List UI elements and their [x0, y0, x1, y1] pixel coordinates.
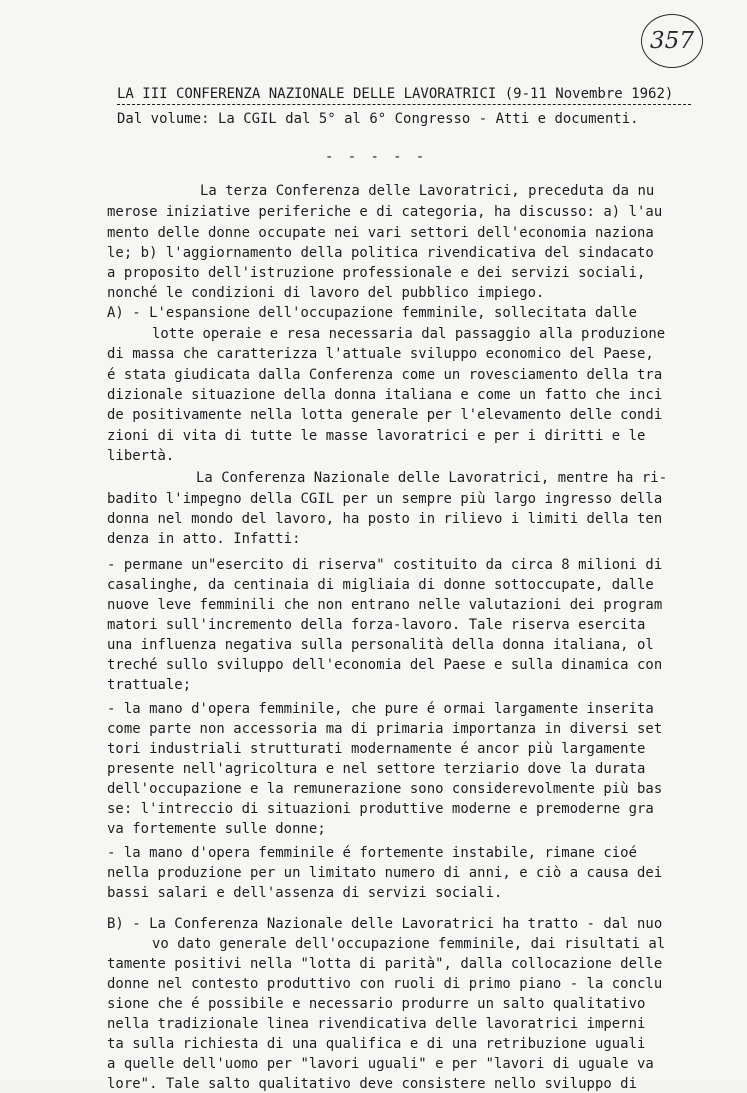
- text-line: trattuale;: [107, 677, 192, 693]
- text-line: ta sulla richiesta di una qualifica e di una retribuzione uguali: [107, 1036, 646, 1052]
- text-line: matori sull'incremento della forza-lavoro. Tale riserva esercita: [107, 617, 646, 633]
- text-line: tori industriali strutturati modernamente é ancor più largamente: [107, 741, 646, 757]
- text-line: La Conferenza Nazionale delle Lavoratrici, mentre ha ri-: [196, 470, 668, 486]
- text-line: a proposito dell'istruzione professionale e dei servizi sociali,: [107, 265, 646, 281]
- text-line: una influenza negativa sulla personalità della donna italiana, ol: [107, 637, 654, 653]
- text-line: nonché le condizioni di lavoro del pubblico impiego.: [107, 285, 545, 301]
- document-title: LA III CONFERENZA NAZIONALE DELLE LAVORATRICI (9-11 Novembre 1962): [117, 85, 691, 105]
- text-line: di massa che caratterizza l'attuale sviluppo economico del Paese,: [107, 346, 654, 362]
- text-line: casalinghe, da centinaia di migliaia di donne sottoccupate, dalle: [107, 577, 654, 593]
- section-a-heading: A) - L'espansione dell'occupazione femminile, sollecitata dalle: [107, 305, 638, 321]
- bullet-line: - permane un"esercito di riserva" costituito da circa 8 milioni di: [107, 557, 663, 573]
- text-line: dizionale situazione della donna italiana e come un fatto che inci: [107, 387, 663, 403]
- text-line: de positivamente nella lotta generale per l'elevamento delle condi: [107, 407, 663, 423]
- section-separator: - - - - -: [325, 149, 428, 165]
- text-line: lore". Tale salto qualitativo deve consistere nello sviluppo di: [107, 1076, 638, 1092]
- text-line: tamente positivi nella "lotta di parità", dalla collocazione delle: [107, 956, 663, 972]
- page-number-stamp: 357: [641, 14, 703, 68]
- text-line: treché sullo sviluppo dell'economia del Paese e sulla dinamica con: [107, 657, 663, 673]
- text-line: nella produzione per un limitato numero di anni, e ciò a causa dei: [107, 865, 663, 881]
- text-line: le; b) l'aggiornamento della politica rivendicativa del sindacato: [107, 245, 654, 261]
- text-line: va fortemente sulle donne;: [107, 821, 326, 837]
- text-line: merose iniziative periferiche e di categoria, ha discusso: a) l'au: [107, 204, 663, 220]
- text-line: é stata giudicata dalla Conferenza come un rovesciamento della tra: [107, 367, 663, 383]
- text-line: donne nel contesto produttivo con ruoli di primo piano - la conclu: [107, 976, 663, 992]
- text-line: dell'occupazione e la remunerazione sono considerevolmente più bas: [107, 781, 663, 797]
- text-line: se: l'intreccio di situazioni produttive moderne e premoderne gra: [107, 801, 654, 817]
- text-line: a quelle dell'uomo per "lavori uguali" e per "lavori di uguale va: [107, 1056, 654, 1072]
- text-line: lotte operaie e resa necessaria dal passaggio alla produzione: [152, 326, 666, 342]
- text-line: donna nel mondo del lavoro, ha posto in rilievo i limiti della ten: [107, 511, 663, 527]
- document-subtitle: Dal volume: La CGIL dal 5° al 6° Congresso - Atti e documenti.: [117, 111, 639, 127]
- text-line: nuove leve femminili che non entrano nelle valutazioni dei program: [107, 597, 663, 613]
- text-line: La terza Conferenza delle Lavoratrici, preceduta da nu: [200, 183, 655, 199]
- text-line: libertà.: [107, 448, 175, 464]
- text-line: mento delle donne occupate nei vari settori dell'economia naziona: [107, 225, 654, 241]
- bullet-line: - la mano d'opera femminile é fortemente instabile, rimane cioé: [107, 845, 638, 861]
- section-b-heading: B) - La Conferenza Nazionale delle Lavoratrici ha tratto - dal nuo: [107, 916, 663, 932]
- text-line: presente nell'agricoltura e nel settore terziario dove la durata: [107, 761, 646, 777]
- text-line: badito l'impegno della CGIL per un sempre più largo ingresso della: [107, 491, 663, 507]
- bullet-line: - la mano d'opera femminile, che pure é ormai largamente inserita: [107, 701, 654, 717]
- text-line: vo dato generale dell'occupazione femminile, dai risultati al: [152, 936, 666, 952]
- text-line: nella tradizionale linea rivendicativa delle lavoratrici imperni: [107, 1016, 646, 1032]
- text-line: sione che é possibile e necessario produrre un salto qualitativo: [107, 996, 646, 1012]
- text-line: bassi salari e dell'assenza di servizi sociali.: [107, 885, 503, 901]
- text-line: zioni di vita di tutte le masse lavoratrici e per i diritti e le: [107, 428, 646, 444]
- text-line: denza in atto. Infatti:: [107, 531, 301, 547]
- text-line: come parte non accessoria ma di primaria importanza in diversi set: [107, 721, 663, 737]
